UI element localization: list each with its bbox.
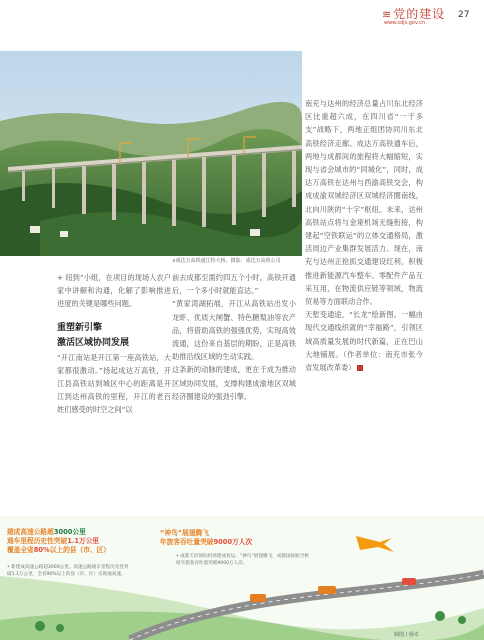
stat-text: 年旅客吞吐量突破 — [160, 538, 214, 546]
article-column-1 — [57, 271, 171, 417]
stat-number: 3000公里 — [53, 528, 86, 536]
graphic-credit: 制图 / 杨卓 — [394, 632, 419, 638]
photo-caption: ∧成达万高铁通江特大桥。摄影：成达万高铁公司 — [172, 258, 281, 264]
paragraph: + 纽到”小组，在项目的现场人农户家中讲解和沟通，化解了影响推进进度的关键是哪些问题。 — [57, 273, 171, 309]
paragraph — [305, 308, 423, 374]
truck-icon — [250, 594, 266, 602]
stat-airport-note: • 成都天府国际机场建成投运，“神鸟”展翅腾飞，成都国际航空枢纽年旅客吞吐量突破9000万人次。 — [176, 554, 309, 566]
section-subheading: 激活区域协同发展 — [57, 337, 130, 348]
truck-icon — [318, 586, 336, 594]
closing-text: 天堑变通途，“长龙”绘新图。一幅由现代交通线织就的“幸福路”，引领区域高质量发展的时代新篇，正在巴山大地铺展。（作者单位：南充市张今 省发展改革委） — [305, 310, 423, 373]
stat-highway — [7, 528, 147, 555]
paragraph: 南充与达州的经济总量占川东北经济区比重超六成，在四川省“一干多支”战略下，两地正组团协同川东北高铁经济走廊。成达万高铁通车后，两地与成都间的旅程将大幅缩短，实现与省会城市的“同城化”，同时，成达万高铁在达州与西渝高铁交会，构成成渝双城经济区双城经济圈南线，北向川陕的“十字”枢纽。未来，达州高铁站点将与金垭机场无缝衔接，构建起“空铁联运”的立体交通格局，激活周边产业集群发展活力。现在，南充与达州正抢抓交通建设红利，积极推进新能源汽车整车、零配件产品互采互用，在物流供应链等领域，物流贸易等方面联动合作。 — [305, 99, 423, 307]
website-url: www.sdjs.gov.cn — [384, 20, 426, 26]
stat-text: 通车里程历史性突破 — [7, 537, 68, 545]
stat-text: 建成高速公路超 — [7, 528, 54, 536]
page-number: 27 — [458, 10, 470, 20]
paragraph: 这条新的动脉的建成，更在于成为推动区域协同发展，支撑构建成渝地区双城经济圈建设的强劲引擎。 — [172, 365, 296, 401]
paragraph: 前去成都至需约四五个小时。高铁开通后，一个多小时就能直达。” — [172, 273, 296, 296]
article-column-3 — [305, 97, 423, 374]
section-heading: 重塑新引擎 — [57, 322, 103, 333]
stat-number: 9000万人次 — [213, 538, 253, 546]
party-emblem-icon: ≋ — [382, 8, 393, 21]
stat-airport — [160, 529, 300, 547]
car-icon — [402, 578, 416, 585]
stat-number: 80% — [33, 546, 50, 554]
paragraph: “黄家湾湖拓展，开江从高铁站出发小龙虾、优质大闸蟹、特色糖梨油等农产品，将借助高铁的强强优势，实现高效流通，这份来自基层的期盼，正是高铁助推沿线区域的生动实践。 — [172, 299, 296, 362]
paragraph: “开江南站是开江第一座高铁站，大家都很激动。”扬起成达万高铁，开江县高铁站到城区中心的距离是开江到达州高铁的里程，开江的老百姓们感受的时空之间“以 — [57, 352, 171, 415]
end-mark-icon — [357, 365, 363, 371]
stat-number: 1.1万公里 — [67, 537, 100, 545]
stat-text: 覆盖全省 — [7, 546, 34, 554]
airplane-icon — [356, 536, 394, 552]
bridge-illustration — [0, 51, 302, 256]
stat-text: “神鸟”展翅腾飞 — [160, 529, 209, 537]
railway-bridge-photo — [0, 51, 302, 256]
logo-text: 党的建设 — [393, 7, 446, 21]
stat-text: 以上的县（市、区） — [49, 546, 110, 554]
article-column-2 — [172, 271, 296, 403]
stat-highway-note: • 新建成高速公路超3000公里。高速公路通车里程历史性突破1.1万公里，全省90%以上的县（市、区）实现通高速。 — [7, 565, 129, 577]
